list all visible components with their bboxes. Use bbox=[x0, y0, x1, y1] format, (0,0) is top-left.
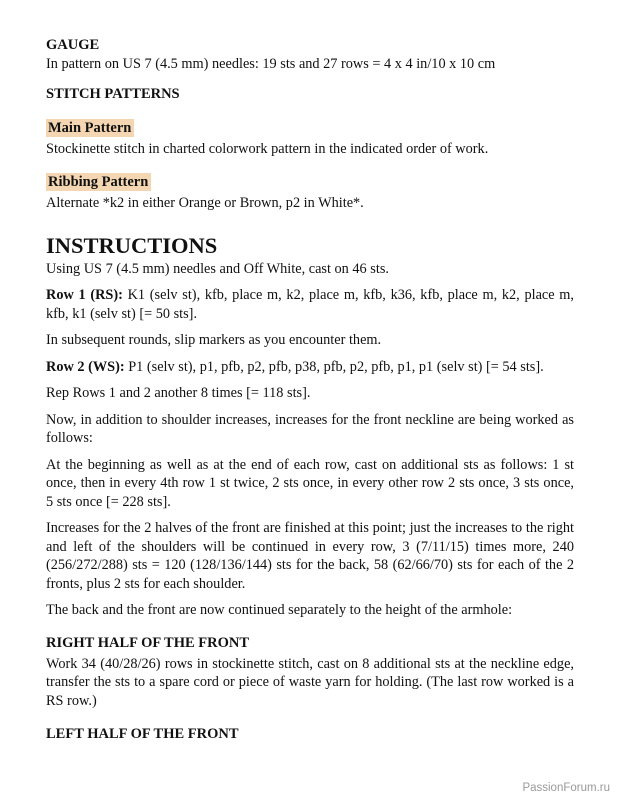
ribbing-pattern-text: Alternate *k2 in either Orange or Brown, p2 in White*. bbox=[46, 195, 364, 211]
left-half-heading: LEFT HALF OF THE FRONT bbox=[46, 726, 239, 742]
row-2-paragraph bbox=[46, 358, 574, 377]
row-1-label: Row 1 (RS): bbox=[46, 287, 123, 303]
cast-on-sequence-text: At the beginning as well as at the end of each row, cast on additional sts as follows: 1 st once, then in every 4th row 1 st twice, 2 sts once, in every other row 2 sts once, 3 sts once, 5 sts once [= 228 sts]. bbox=[46, 456, 574, 510]
instructions-heading: INSTRUCTIONS bbox=[46, 232, 218, 258]
stitch-patterns-heading: STITCH PATTERNS bbox=[46, 85, 180, 102]
gauge-text: In pattern on US 7 (4.5 mm) needles: 19 sts and 27 rows = 4 x 4 in/10 x 10 cm bbox=[46, 56, 496, 72]
document-page bbox=[46, 36, 574, 744]
row-2-label: Row 2 (WS): bbox=[46, 358, 125, 375]
watermark: PassionForum.ru bbox=[522, 782, 610, 794]
main-pattern-text: Stockinette stitch in charted colorwork pattern in the indicated order of work. bbox=[46, 140, 489, 157]
shoulder-increase-text: Increases for the 2 halves of the front are finished at this point; just the increases to the right and left of the shoulders will be continued in every row, 3 (7/11/15) times more, 240 (256/272/288) sts = 120 (128/136/144) sts for the back, 58 (62/66/70) sts for each of the 2 fronts, plus 2 sts for each shoulder. bbox=[46, 520, 574, 592]
repeat-rows-text: Rep Rows 1 and 2 another 8 times [= 118 sts]. bbox=[46, 385, 311, 401]
ribbing-pattern-label-line bbox=[46, 173, 574, 191]
row-2-text: P1 (selv st), p1, pfb, p2, pfb, p38, pfb, p2, pfb, p1, p1 (selv st) [= 54 sts]. bbox=[124, 358, 544, 375]
ribbing-pattern-label: Ribbing Pattern bbox=[46, 173, 151, 191]
neckline-increase-text: Now, in addition to shoulder increases, increases for the front neckline are being worked as follows: bbox=[46, 411, 574, 446]
subsequent-rounds-text: In subsequent rounds, slip markers as you encounter them. bbox=[46, 332, 382, 348]
row-1-text: K1 (selv st), kfb, place m, k2, place m, kfb, k36, kfb, place m, k2, place m, kfb, k1 (selv st) [= 50 sts]. bbox=[46, 287, 574, 322]
main-pattern-label: Main Pattern bbox=[46, 119, 134, 137]
row-1-paragraph bbox=[46, 286, 574, 323]
main-pattern-label-line bbox=[46, 119, 574, 137]
back-front-text: The back and the front are now continued separately to the height of the armhole: bbox=[46, 602, 513, 618]
right-half-text: Work 34 (40/28/26) rows in stockinette stitch, cast on 8 additional sts at the neckline edge, transfer the sts to a spare cord or piece of waste yarn for holding. (The last row worked is a RS row.) bbox=[46, 655, 574, 709]
instructions-intro: Using US 7 (4.5 mm) needles and Off White, cast on 46 sts. bbox=[46, 260, 389, 277]
right-half-heading: RIGHT HALF OF THE FRONT bbox=[46, 634, 250, 651]
gauge-heading: GAUGE bbox=[46, 37, 100, 53]
